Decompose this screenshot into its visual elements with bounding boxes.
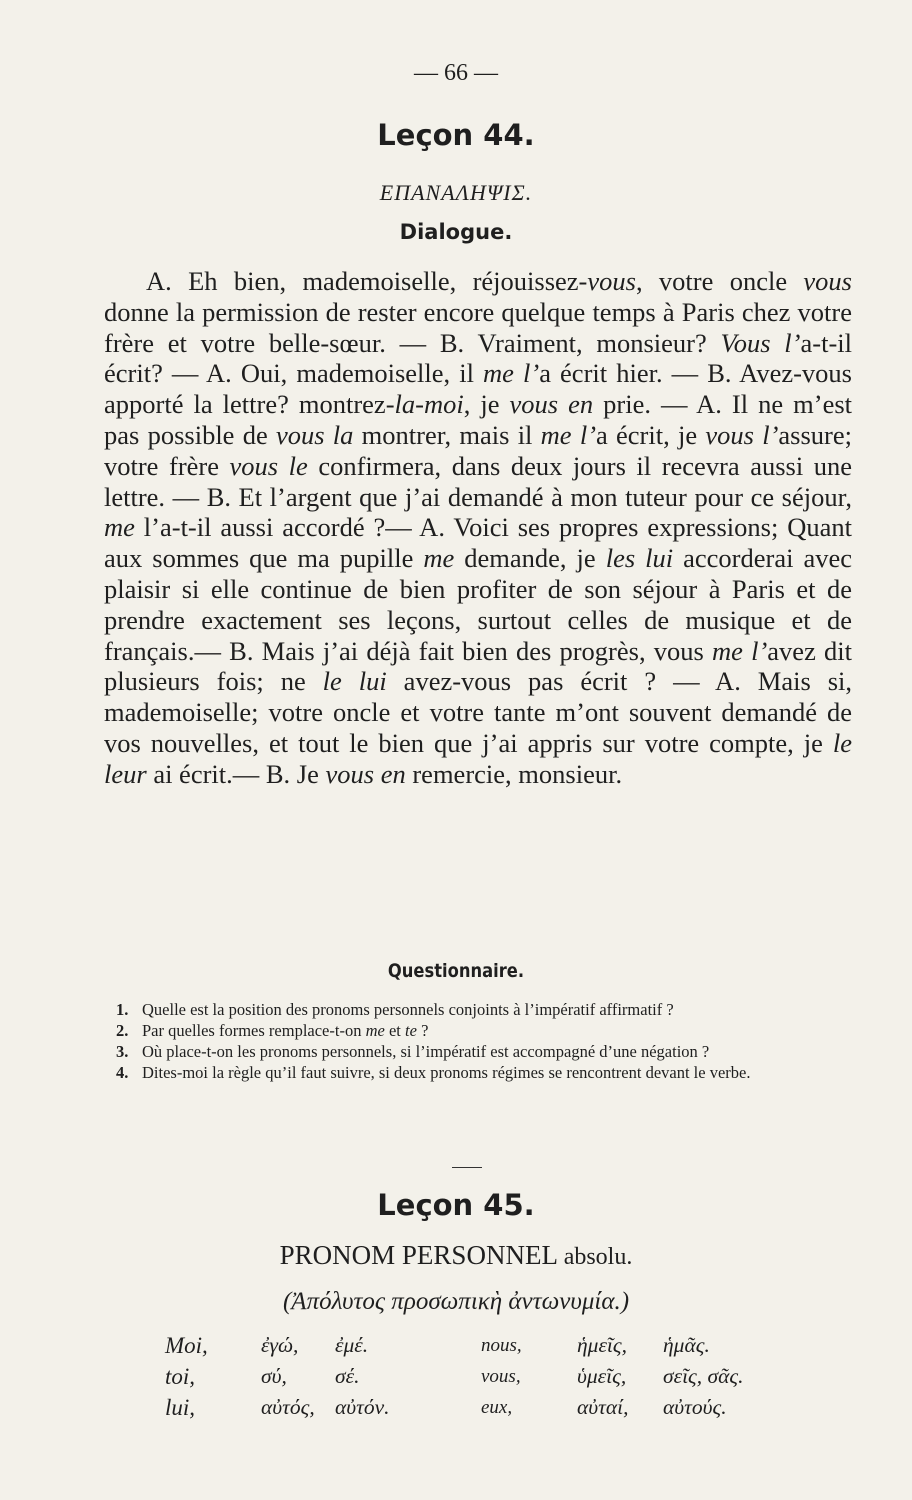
pronoun-cell: toi, bbox=[165, 1363, 196, 1389]
pronoun-cell: nous, bbox=[481, 1334, 522, 1356]
pronoun-row bbox=[165, 1330, 753, 1361]
pronoun-cell: αὐταί, bbox=[577, 1395, 629, 1419]
text-segment: remercie, monsieur. bbox=[405, 758, 623, 789]
pronoun-cell: αὐτόν. bbox=[335, 1395, 390, 1419]
text-segment: ? bbox=[416, 1021, 429, 1040]
pronoun-cell: αὐτούς. bbox=[663, 1395, 727, 1419]
text-segment: Dites-moi la règle qu’il faut suivre, si deux pronoms régimes se rencontrent devant le verbe. bbox=[142, 1063, 751, 1082]
text-segment: prie. — A. Il ne m’est pas possible de bbox=[104, 389, 853, 450]
text-segment: avez-vous pas écrit ? — A. Mais si, mademoiselle; votre oncle et votre tante m’ont souvent demandé de vos nouvelles, et tout le bien que j’ai appris sur votre compte, je bbox=[104, 666, 853, 758]
text-segment: demande, je bbox=[454, 543, 606, 574]
subtitle-main: PRONOM PERSONNEL bbox=[279, 1240, 557, 1270]
italic-segment: me bbox=[365, 1021, 385, 1040]
lesson-45-title: Leçon 45. bbox=[377, 1188, 535, 1222]
dialogue-heading: Dialogue. bbox=[399, 220, 513, 244]
text-segment: et bbox=[384, 1021, 406, 1040]
pronoun-cell: lui, bbox=[165, 1394, 196, 1420]
italic-segment: vous la bbox=[275, 419, 354, 450]
italic-segment: le lui bbox=[322, 666, 387, 697]
text-segment: l’a-t-il aussi accordé ?— A. Voici ses propres expressions; Quant aux sommes que ma pupille bbox=[104, 512, 852, 574]
text-segment: Quelle est la position des pronoms personnels conjoints à l’impératif affirmatif ? bbox=[142, 1000, 674, 1019]
pronoun-cell: Moi, bbox=[165, 1332, 208, 1358]
italic-segment: te bbox=[405, 1021, 417, 1040]
pronoun-table bbox=[165, 1330, 753, 1423]
pronoun-cell: eux, bbox=[481, 1396, 513, 1418]
pronoun-cell: ἡμεῖς, bbox=[577, 1333, 628, 1357]
question-item bbox=[112, 1021, 850, 1040]
section-divider bbox=[452, 1167, 482, 1168]
lesson-45-greek-subtitle: (Ἀπόλυτος προσωπικὴ ἀντωνυμία.) bbox=[282, 1288, 630, 1315]
text-segment: Où place-t-on les pronoms personnels, si l’impératif est accompagné d’une négation ? bbox=[142, 1042, 710, 1061]
pronoun-row bbox=[165, 1392, 753, 1423]
italic-segment: vous en bbox=[509, 389, 594, 420]
text-segment: montrer, mais il bbox=[353, 419, 541, 450]
italic-segment: vous bbox=[803, 266, 852, 296]
italic-segment: me l’ bbox=[540, 419, 597, 450]
pronoun-cell: ἡμᾶς. bbox=[663, 1333, 710, 1357]
italic-segment: la-moi bbox=[394, 389, 464, 420]
text-segment: a-t-il écrit? — A. Oui, mademoiselle, il bbox=[104, 327, 852, 389]
pronoun-cell: ὑμεῖς, bbox=[577, 1364, 627, 1388]
italic-segment: vous en bbox=[325, 758, 406, 789]
italic-segment: les lui bbox=[605, 543, 674, 574]
page-number: — 66 — bbox=[414, 60, 498, 86]
italic-segment: vous l’ bbox=[705, 419, 779, 450]
text-segment: , votre oncle bbox=[635, 266, 804, 296]
pronoun-cell: σεῖς, σᾶς. bbox=[663, 1364, 744, 1388]
pronoun-cell: ἐμέ. bbox=[335, 1333, 369, 1357]
pronoun-cell: σέ. bbox=[335, 1364, 360, 1388]
italic-segment: me bbox=[104, 512, 135, 543]
italic-segment: vous le bbox=[229, 450, 308, 481]
pronoun-cell: αὐτός, bbox=[261, 1395, 315, 1419]
text-segment: donne la permission de rester encore quelque temps à Paris chez votre frère et votre belle-sœur. — B. Vraiment, monsieur? bbox=[104, 296, 852, 358]
text-segment: ai écrit.— B. Je bbox=[146, 758, 326, 789]
text-segment: a écrit, je bbox=[596, 419, 706, 450]
text-segment: avez dit plusieurs fois; ne bbox=[104, 635, 852, 697]
italic-segment: me bbox=[423, 543, 455, 574]
questionnaire-list bbox=[112, 1000, 850, 1084]
dialogue-text bbox=[104, 266, 852, 790]
lesson-44-greek-title: ΕΠΑΝΑΛΗΨΙΣ. bbox=[379, 180, 533, 205]
question-item bbox=[112, 1042, 850, 1061]
subtitle-small: absolu. bbox=[563, 1244, 633, 1270]
italic-segment: le leur bbox=[104, 727, 852, 789]
italic-segment: vous bbox=[587, 266, 636, 296]
text-segment: , je bbox=[463, 389, 510, 420]
pronoun-row bbox=[165, 1361, 753, 1392]
text-segment: Par quelles formes remplace-t-on bbox=[142, 1021, 366, 1040]
text-segment: a écrit hier. — B. Avez-vous apporté la lettre? montrez- bbox=[104, 358, 852, 420]
question-number: 2. bbox=[116, 1021, 129, 1040]
italic-segment: me l’ bbox=[483, 358, 540, 389]
question-number: 1. bbox=[116, 1000, 129, 1019]
pronoun-cell: σύ, bbox=[261, 1364, 287, 1388]
question-number: 4. bbox=[116, 1063, 129, 1082]
italic-segment: me l’ bbox=[712, 635, 768, 666]
lesson-45-subtitle bbox=[0, 1240, 912, 1271]
text-segment: assure; votre frère bbox=[104, 419, 852, 481]
text-segment: accorderai avec plaisir si elle continue de bien profiter de son séjour à Paris et de prendre exactement ses leçons, surtout celles de musique et de français.— B. Mais j’ai déjà fait bien des progrès, vous bbox=[104, 543, 852, 666]
lesson-44-title: Leçon 44. bbox=[377, 118, 535, 152]
italic-segment: Vous l’ bbox=[720, 327, 801, 358]
question-number: 3. bbox=[116, 1042, 129, 1061]
pronoun-cell: vous, bbox=[481, 1365, 521, 1387]
question-item bbox=[112, 1000, 850, 1019]
questionnaire-heading: Questionnaire. bbox=[387, 960, 525, 982]
question-item bbox=[112, 1063, 850, 1082]
pronoun-cell: ἐγώ, bbox=[261, 1333, 299, 1357]
text-segment: confirmera, dans deux jours il recevra aussi une lettre. — B. Et l’argent que j’ai demandé à mon tuteur pour ce séjour, bbox=[104, 450, 852, 512]
text-segment: A. Eh bien, mademoiselle, réjouissez- bbox=[146, 266, 588, 296]
